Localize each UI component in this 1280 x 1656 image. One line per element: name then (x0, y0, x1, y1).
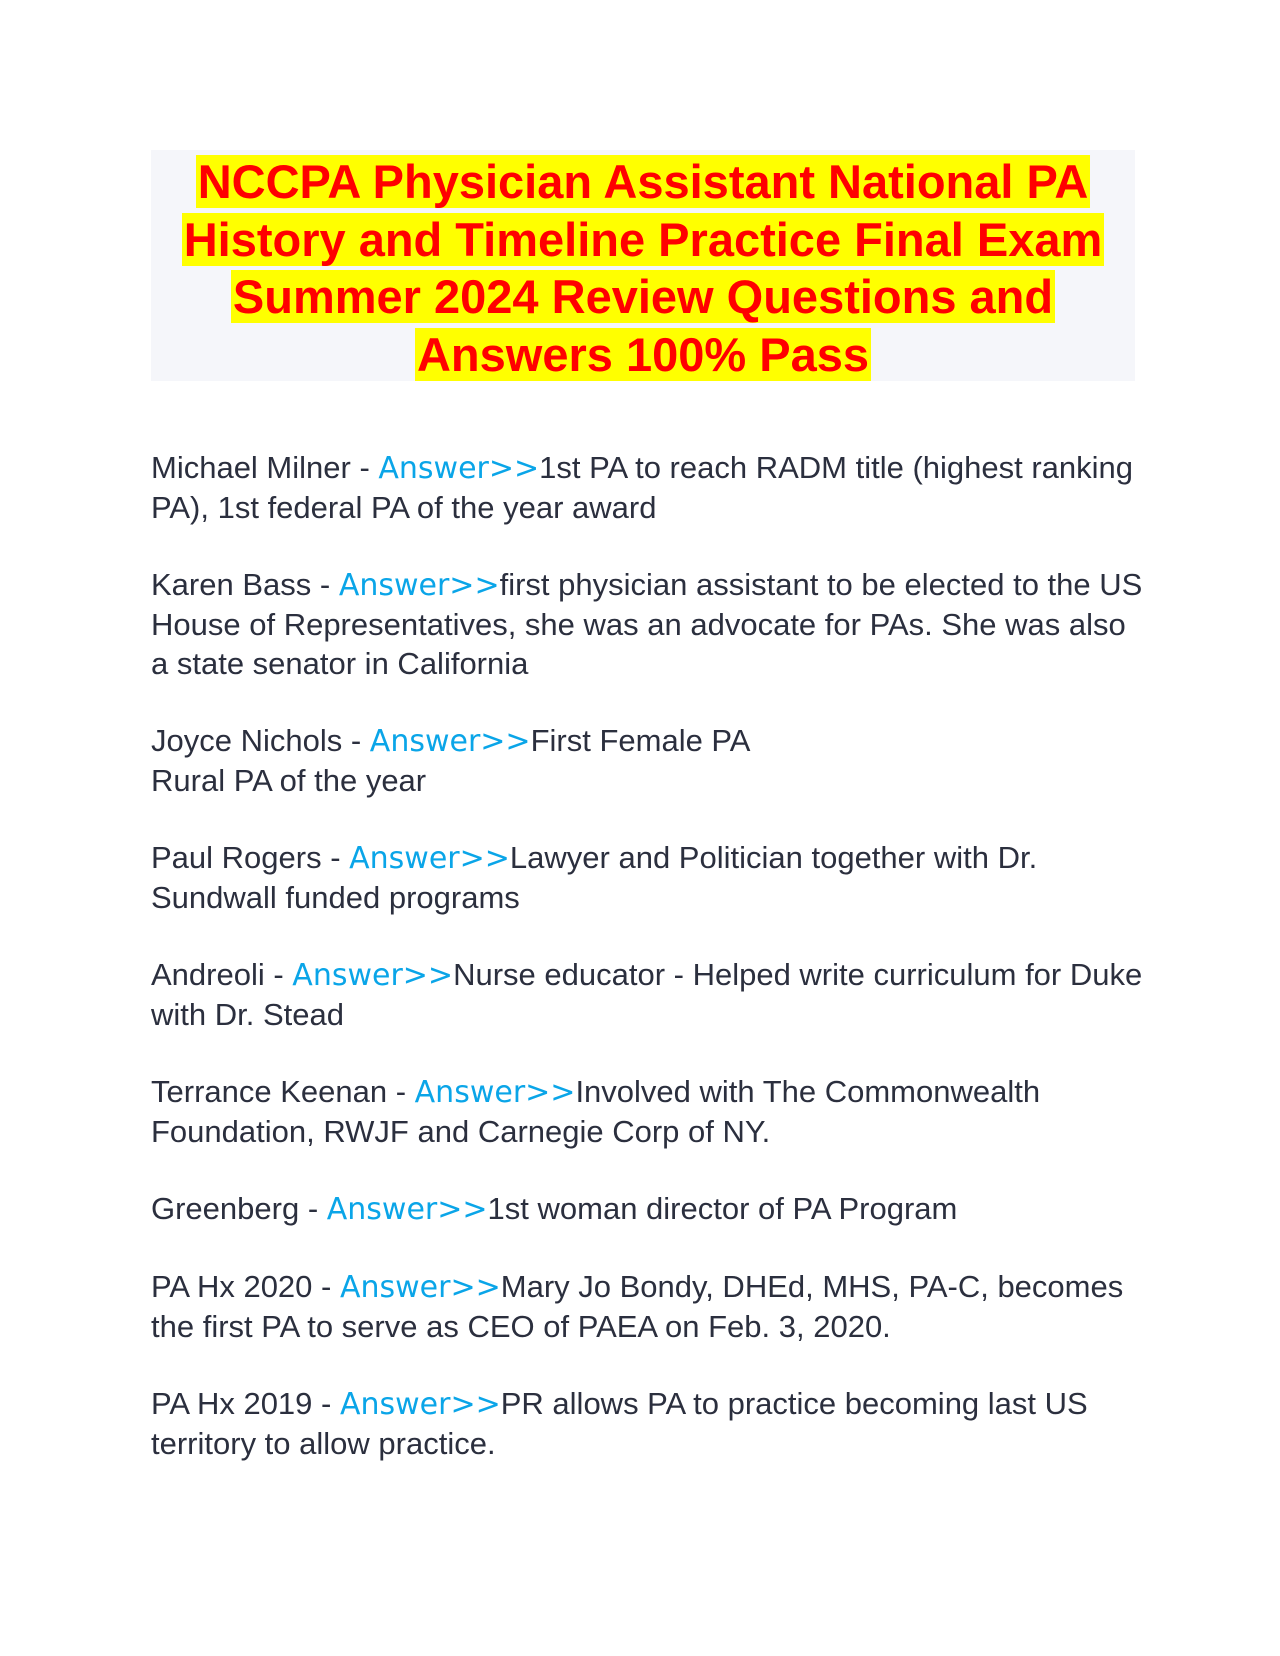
qa-item (151, 721, 1151, 800)
document-title (151, 150, 1135, 383)
answer-text: Lawyer and Politician together with Dr. Sundwall funded programs (151, 840, 1038, 915)
qa-item (151, 838, 1151, 917)
term: PA Hx 2019 - (151, 1386, 340, 1421)
answer-text: Involved with The Commonwealth Foundation, RWJF and Carnegie Corp of NY. (151, 1074, 1041, 1149)
qa-item (151, 448, 1151, 527)
term: PA Hx 2020 - (151, 1269, 340, 1304)
title-box (151, 150, 1135, 381)
answer-marker: Answer>> (339, 1387, 501, 1422)
qa-item (151, 1267, 1151, 1346)
answer-text: 1st woman director of PA Program (487, 1191, 958, 1226)
qa-item (151, 565, 1151, 683)
term: Michael Milner - (151, 450, 379, 485)
answer-marker: Answer>> (349, 841, 510, 876)
title-text: NCCPA Physician Assistant National PA History and Timeline Practice Final Exam Summer 2024 Review Questions and Answers 100% Pass (183, 155, 1103, 381)
qa-item (151, 955, 1151, 1034)
answer-marker: Answer>> (414, 1075, 576, 1110)
term: Karen Bass - (151, 567, 339, 602)
term: Greenberg - (151, 1191, 327, 1226)
qa-item (151, 1072, 1151, 1151)
qa-list (151, 448, 1151, 1501)
answer-text: PR allows PA to practice becoming last US territory to allow practice. (151, 1386, 1088, 1461)
term: Andreoli - (151, 957, 293, 992)
term: Paul Rogers - (151, 840, 350, 875)
term: Joyce Nichols - (151, 723, 370, 758)
answer-marker: Answer>> (378, 451, 540, 486)
answer-text: Nurse educator - Helped write curriculum for Duke with Dr. Stead (151, 957, 1143, 1032)
answer-text: 1st PA to reach RADM title (highest ranking PA), 1st federal PA of the year award (151, 450, 1134, 525)
term: Terrance Keenan - (151, 1074, 415, 1109)
qa-item (151, 1384, 1151, 1463)
answer-marker: Answer>> (292, 958, 454, 993)
answer-text: Mary Jo Bondy, DHEd, MHS, PA-C, becomes the first PA to serve as CEO of PAEA on Feb. 3, 2020. (151, 1269, 1124, 1344)
qa-item (151, 1189, 1151, 1229)
answer-text: First Female PA (530, 723, 751, 758)
answer-text-line2: Rural PA of the year (151, 763, 427, 798)
answer-marker: Answer>> (339, 1270, 501, 1305)
answer-marker: Answer>> (369, 724, 531, 759)
answer-marker: Answer>> (338, 568, 500, 603)
answer-text: first physician assistant to be elected to the US House of Representatives, she was an advocate for PAs. She was also a state senator in California (151, 567, 1143, 681)
answer-marker: Answer>> (326, 1192, 488, 1227)
